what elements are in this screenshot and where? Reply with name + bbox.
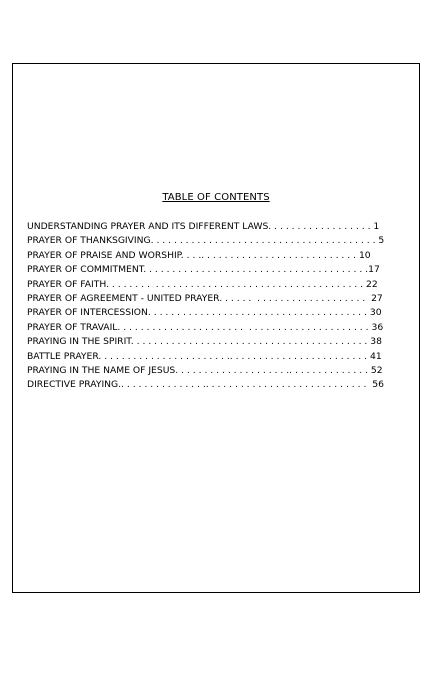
toc-entry [27,350,399,364]
toc-entry-text: PRAYER OF TRAVAIL. . . . . . . . . . . . . . . . . . . . . . . . . . . . . . . . . . . . . . . . . . . 36 [27,321,384,333]
toc-entry-text: BATTLE PRAYER. . . . . . . . . . . . . . . . . . . . . . .. . . . . . . . . . . . . . . . . . . . . . . . 41 [27,350,382,362]
toc-entry-text: PRAYER OF FAITH. . . . . . . . . . . . . . . . . . . . . . . . . . . . . . . . . . . . . . . . . . . . 22 [27,278,378,290]
toc-entry [27,249,399,263]
toc-entry [27,263,399,277]
toc-entry-text: PRAYING IN THE NAME OF JESUS. . . . . . . . . . . . . . . . . . . .. . . . . . . . . . . . . . 52 [27,364,383,376]
toc-list [27,220,399,393]
toc-entry-text: PRAYER OF PRAISE AND WORSHIP. . . .. . . . . . . . . . . . . . . . . . . . . . . . . . . 10 [27,249,371,261]
toc-title: TABLE OF CONTENTS [162,192,270,203]
toc-entry-text: PRAYER OF AGREEMENT - UNITED PRAYER. . . . . . . . . . . . . . . . . . . . . . . . . 27 [27,292,383,304]
toc-entry [27,321,399,335]
toc-entry [27,335,399,349]
toc-entry [27,234,399,248]
toc-entry-text: PRAYER OF THANKSGIVING. . . . . . . . . . . . . . . . . . . . . . . . . . . . . . . . . . . . . . . 5 [27,235,385,247]
toc-entry-text: PRAYER OF INTERCESSION. . . . . . . . . . . . . . . . . . . . . . . . . . . . . . . . . . . . . . 30 [27,307,382,319]
toc-entry [27,278,399,292]
toc-entry [27,364,399,378]
toc-entry-text: DIRECTIVE PRAYING.. . . . . . . . . . . . . . .. . . . . . . . . . . . . . . . . . . . . . . . . . . . 56 [27,379,384,391]
toc-entry-text: UNDERSTANDING PRAYER AND ITS DIFFERENT LAWS. . . . . . . . . . . . . . . . . . 1 [27,221,380,232]
toc-entry [27,378,399,392]
toc-entry [27,306,399,320]
document-page [12,63,420,593]
toc-entry [27,220,399,234]
toc-entry [27,292,399,306]
toc-entry-text: PRAYING IN THE SPIRIT. . . . . . . . . . . . . . . . . . . . . . . . . . . . . . . . . . . . . . . . . 38 [27,336,382,348]
toc-entry-text: PRAYER OF COMMITMENT. . . . . . . . . . . . . . . . . . . . . . . . . . . . . . . . . . . . . . .17 [27,264,380,276]
